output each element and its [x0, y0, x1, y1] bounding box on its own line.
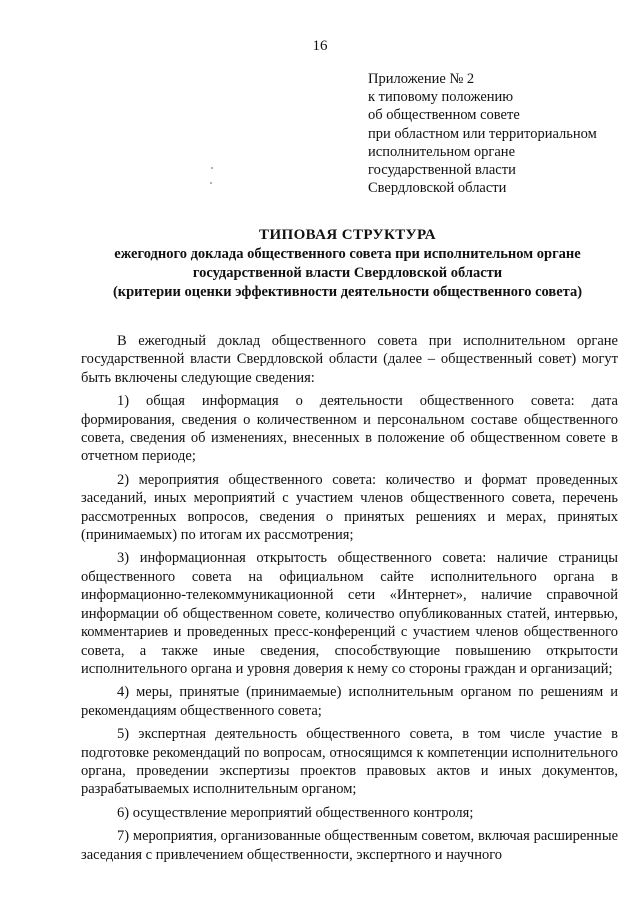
list-item: 4) меры, принятые (принимаемые) исполнительным органом по решениям и рекомендациям общественного совета; — [81, 684, 618, 719]
appendix-line: при областном или территориальном — [368, 125, 597, 142]
appendix-line: исполнительном органе — [368, 143, 516, 160]
intro-paragraph: В ежегодный доклад общественного совета при исполнительном органе государственной власти Свердловской области (далее – общественный совет) могут быть включены следующие сведения: — [81, 333, 618, 386]
appendix-heading — [368, 70, 633, 197]
title-subtitle-line: государственной власти Свердловской области — [192, 265, 503, 281]
appendix-line: Приложение № 2 — [368, 71, 475, 87]
document-body — [81, 332, 618, 864]
title-subtitle-line: (критерии оценки эффективности деятельности общественного совета) — [112, 284, 583, 300]
title-subtitle-line: ежегодного доклада общественного совета при исполнительном органе — [114, 246, 581, 262]
appendix-line: об общественном совете — [368, 107, 520, 124]
list-item: 7) мероприятия, организованные общественным советом, включая расширенные заседания с привлечением общественности, экспертного и научного — [81, 828, 618, 863]
appendix-line: Свердловской области — [368, 180, 507, 197]
document-title — [75, 225, 620, 302]
list-item: 6) осуществление мероприятий общественного контроля; — [117, 804, 474, 821]
appendix-line: к типовому положению — [368, 89, 514, 106]
page-number: 16 — [312, 38, 328, 54]
scan-speck — [210, 182, 212, 184]
list-item: 3) информационная открытость общественного совета: наличие страницы общественного совета на официальном сайте исполнительного органа в информационно-телекоммуникационной сети «Интернет», наличие справочной информации об общественном совете, количество опубликованных статей, интервью, комментариев и проведенных пресс-конференций с участием членов общественного совета, а также иные сведения, способствующие повышению открытости исполнительного органа и уровня доверия к нему со стороны граждан и организаций; — [81, 550, 618, 677]
appendix-line: государственной власти — [368, 162, 516, 179]
list-item: 1) общая информация о деятельности общественного совета: дата формирования, сведения о количественном и персональном составе общественного совета, сведения об изменениях, внесенных в положение об общественном совете в отчетном периоде; — [81, 393, 618, 465]
list-item: 5) экспертная деятельность общественного совета, в том числе участие в подготовке рекомендаций по вопросам, относящимся к компетенции исполнительного органа, проведении экспертизы проектов правовых актов и иных документов, разрабатываемых исполнительным органом; — [81, 726, 618, 798]
list-item: 2) мероприятия общественного совета: количество и формат проведенных заседаний, иных мероприятий с участием членов общественного совета, перечень рассмотренных вопросов, сведения о принятых решениях и мерах, принятых (принимаемых) по итогам их рассмотрения; — [81, 471, 618, 544]
scan-speck — [211, 167, 213, 169]
title-main: ТИПОВАЯ СТРУКТУРА — [259, 227, 436, 243]
